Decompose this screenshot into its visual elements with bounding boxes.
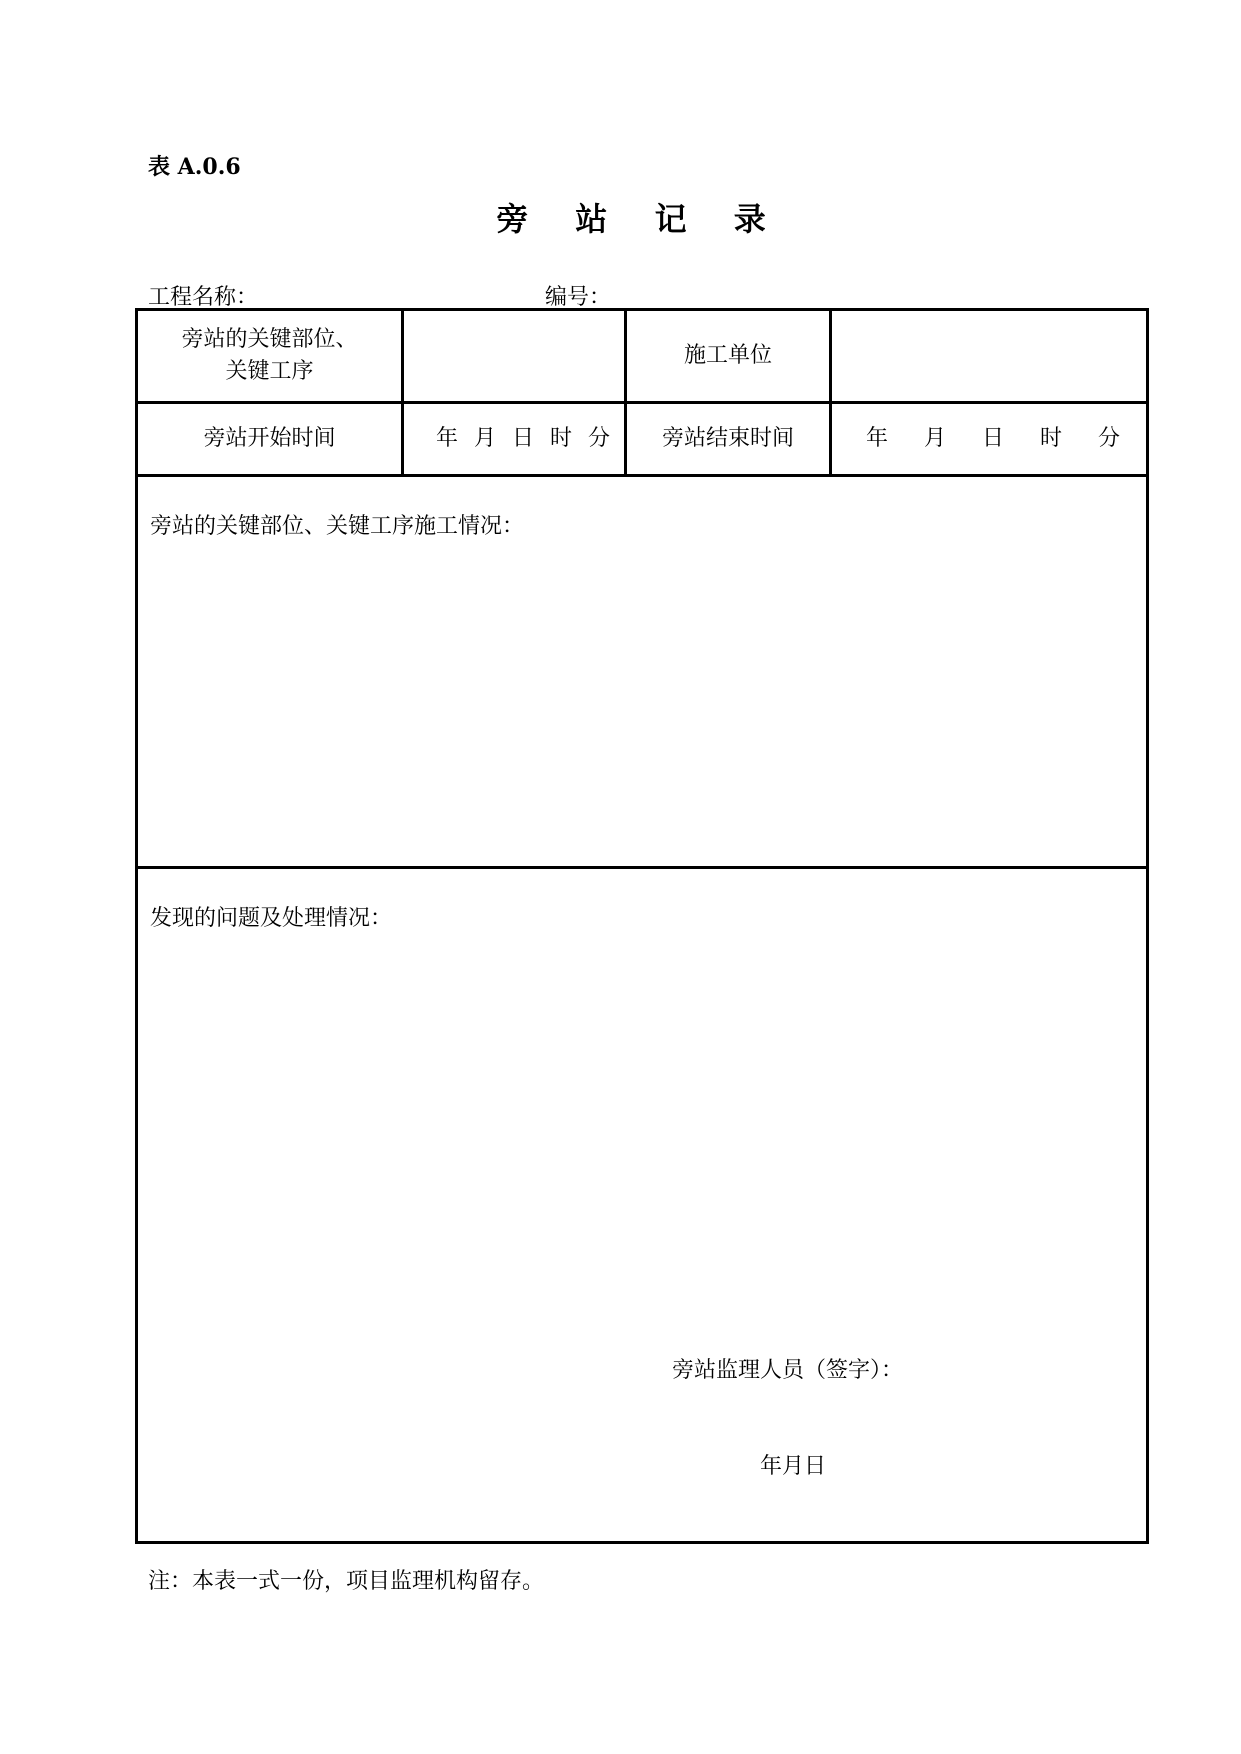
key-parts-label-line1: 旁站的关键部位、	[181, 327, 358, 352]
row-divider	[138, 474, 1146, 477]
key-parts-label-line2: 关键工序	[225, 359, 314, 384]
signature-date: 年月日	[760, 1454, 827, 1479]
start-hour-unit: 时	[549, 426, 572, 451]
start-minute-unit: 分	[587, 426, 610, 451]
contractor-value[interactable]	[832, 311, 1146, 401]
end-time-label: 旁站结束时间	[661, 426, 794, 451]
table-number: 表 A.0.6	[148, 154, 241, 180]
footnote: 注：本表一式一份，项目监理机构留存。	[148, 1569, 545, 1594]
problems-field[interactable]	[138, 936, 1146, 1346]
key-parts-label	[138, 311, 401, 401]
serial-number-label: 编号：	[545, 285, 612, 310]
page-title: 旁 站 记 录	[496, 200, 784, 238]
construction-status-field[interactable]	[138, 541, 1146, 861]
project-name-label: 工程名称：	[148, 285, 259, 310]
section-divider	[138, 866, 1146, 869]
end-time-value[interactable]	[832, 404, 1146, 474]
end-year-unit: 年	[865, 426, 888, 451]
start-time-label: 旁站开始时间	[203, 426, 336, 451]
supervisor-signature-label: 旁站监理人员（签字）：	[672, 1358, 904, 1383]
problems-label: 发现的问题及处理情况：	[150, 906, 393, 931]
record-form	[135, 308, 1149, 1544]
start-year-unit: 年	[435, 426, 458, 451]
contractor-label: 施工单位	[683, 343, 772, 368]
end-minute-unit: 分	[1097, 426, 1120, 451]
end-day-unit: 日	[981, 426, 1004, 451]
construction-status-label: 旁站的关键部位、关键工序施工情况：	[150, 514, 525, 539]
end-hour-unit: 时	[1039, 426, 1062, 451]
start-time-value[interactable]	[404, 404, 624, 474]
end-month-unit: 月	[923, 426, 946, 451]
key-parts-value[interactable]	[404, 311, 624, 401]
start-month-unit: 月	[473, 426, 496, 451]
start-day-unit: 日	[511, 426, 534, 451]
